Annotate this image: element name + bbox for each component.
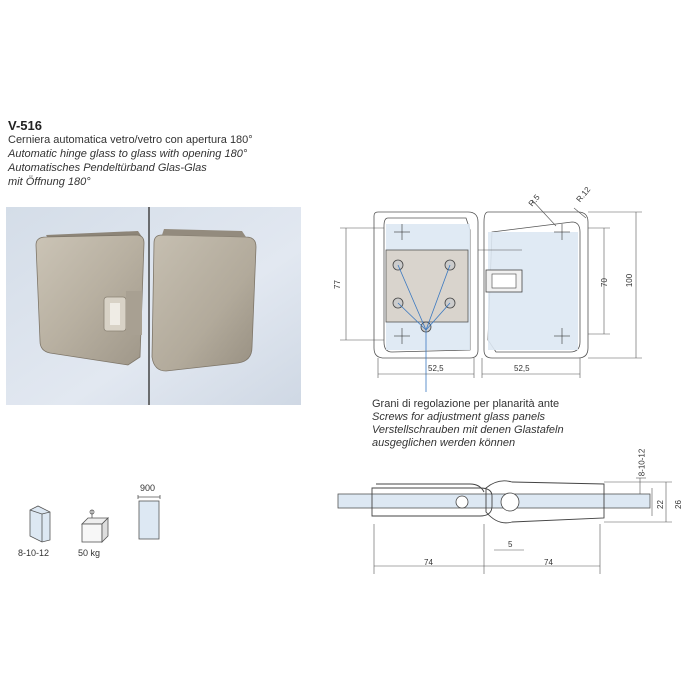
- screws-caption-german: Verstellschrauben mit denen Glastafeln: [372, 424, 564, 436]
- dim-52-5-left: 52,5: [428, 364, 444, 373]
- dim-22: 22: [655, 500, 665, 509]
- glass-thickness-icon: [26, 504, 54, 544]
- description-german-line2: mit Öffnung 180°: [8, 176, 91, 188]
- weight-label: 50 kg: [78, 548, 101, 558]
- screws-caption-italian: Grani di regolazione per planarità ante: [372, 398, 560, 410]
- dim-70: 70: [599, 278, 609, 287]
- screws-caption-german-line2: ausgeglichen werden können: [372, 437, 516, 449]
- description-german: Automatisches Pendeltürband Glas-Glas: [8, 162, 207, 174]
- description-italian: Cerniera automatica vetro/vetro con apertura 180°: [8, 134, 253, 146]
- dim-r5: R.5: [526, 192, 542, 209]
- dim-77: 77: [332, 280, 342, 289]
- product-code: V-516: [8, 118, 42, 133]
- description-english: Automatic hinge glass to glass with opening 180°: [8, 148, 248, 160]
- width-label: 900: [140, 483, 156, 493]
- dim-5: 5: [508, 540, 513, 549]
- product-photo: [6, 207, 301, 405]
- glass-thickness-label: 8-10-12: [18, 548, 50, 558]
- dim-74-left: 74: [424, 558, 433, 567]
- weight-icon: [78, 508, 114, 544]
- dim-74-right: 74: [544, 558, 553, 567]
- dim-glass-thickness: 8-10-12: [637, 448, 647, 477]
- dim-100: 100: [625, 273, 635, 288]
- screws-caption-english: Screws for adjustment glass panels: [372, 411, 546, 423]
- dim-26: 26: [673, 500, 683, 509]
- door-width-icon: [134, 495, 164, 543]
- technical-drawing: [320, 190, 700, 590]
- dim-52-5-right: 52,5: [514, 364, 530, 373]
- dim-r12: R.12: [574, 185, 593, 204]
